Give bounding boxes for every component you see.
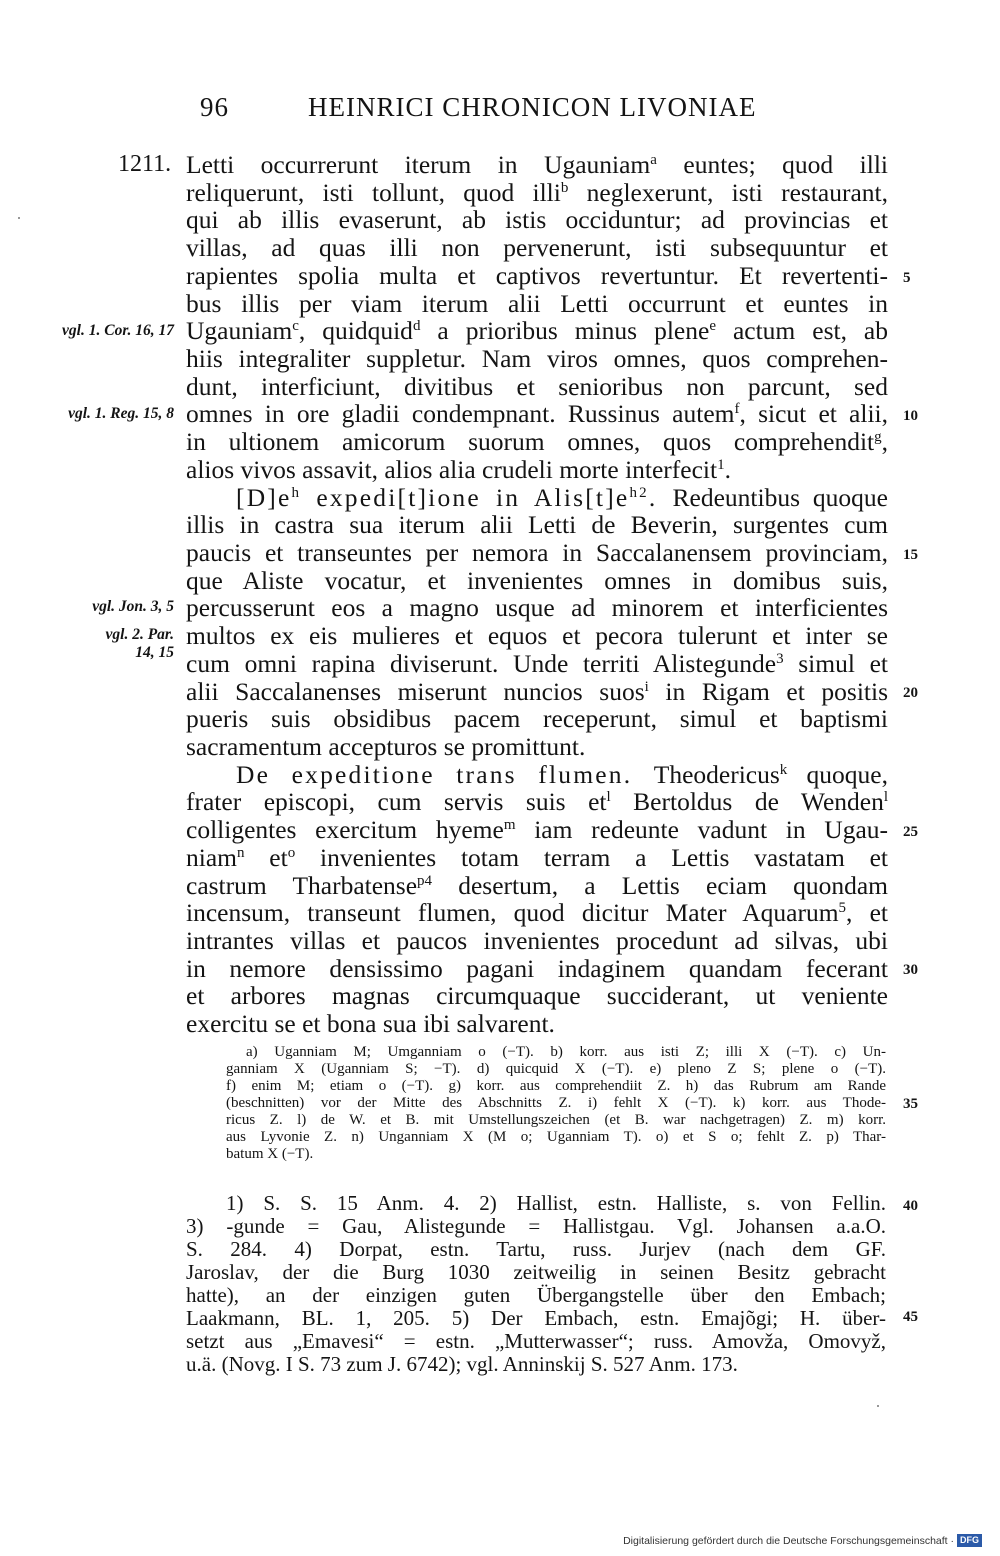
body-line: pueris suis obsidibus pacem receperunt, simul et baptismi — [186, 704, 888, 733]
historical-note: S. 284. 4) Dorpat, estn. Tartu, russ. Jurjev (nach dem GF. — [186, 1237, 886, 1261]
critical-footnote: f) enim M; etiam o (−T). g) korr. aus comprehendiit Z. h) das Rubrum am Rande — [226, 1078, 886, 1094]
body-line: castrum Tharbatense$^{p4}$ desertum, a Lettis eciam quondam — [186, 871, 888, 900]
body-line: alii Saccalanenses miserunt nuncios suos$^i$ in Rigam et positis — [186, 677, 888, 706]
line-number: 15 — [903, 547, 918, 563]
line-number: 20 — [903, 685, 918, 701]
digitization-credit: Digitalisierung gefördert durch die Deutsche Forschungsgemeinschaft · DFG — [623, 1534, 982, 1548]
body-line: reliquerunt, isti tollunt, quod illi$^b$ neglexerunt, isti restaurant, — [186, 178, 888, 207]
body-line: illis in castra sua iterum alii Letti de Beverin, surgentes cum — [186, 510, 888, 539]
margin-ref-par-verse: 14, 15 — [135, 644, 174, 661]
page-number: 96 — [200, 92, 229, 122]
historical-note: u.ä. (Novg. I S. 73 zum J. 6742); vgl. Anninskij S. 527 Anm. 173. — [186, 1352, 738, 1376]
body-line: frater episcopi, cum servis suis $et^l$ Bertoldus de Wenden$^l$ — [186, 787, 889, 816]
body-line: niam$^n$ $et^o$ invenientes totam terram a Lettis vastatam et — [186, 843, 889, 872]
body-line: percusserunt eos a magno usque ad minorem et interficientes — [186, 593, 888, 622]
body-line: sacramentum accepturos se promittunt. — [186, 732, 586, 761]
body-line: Ugauniam$^c$, quidquid$^d$ a prioribus minus plene$^e$ actum est, ab — [186, 316, 888, 345]
line-number: 10 — [903, 408, 918, 424]
line-number: 30 — [903, 962, 918, 978]
body-line: villas, ad quas illi non pervenerunt, isti subsequuntur et — [186, 233, 888, 262]
body-line: paucis et transeuntes per nemora in Saccalanensem provinciam, — [186, 538, 888, 567]
historical-note: Laakmann, BL. 1, 205. 5) Der Embach, estn. Emajõgi; H. über- — [186, 1306, 886, 1330]
body-line: bus illis per viam iterum alii Letti occurrunt et euntes in — [186, 289, 888, 318]
critical-footnote: ganniam X (Uganniam S; −T). d) quicquid X (−T). e) pleno Z S; plene o (−T). — [226, 1061, 886, 1077]
body-line: multos ex eis mulieres et equos et pecora tulerunt et inter se — [186, 621, 888, 650]
historical-note: 3) -gunde = Gau, Alistegunde = Hallistgau. Vgl. Johansen a.a.O. — [186, 1214, 886, 1238]
body-line-rubric-flumen: De expeditione trans flumen. Theodericus$^k$ quoque, — [236, 760, 888, 789]
line-number: 5 — [903, 270, 911, 286]
page-header — [0, 92, 1000, 132]
margin-ref-par: vgl. 2. Par. — [105, 626, 174, 643]
body-line: exercitu se et bona sua ibi salvarent. — [186, 1009, 555, 1038]
line-number: 25 — [903, 824, 918, 840]
historical-note: Jaroslav, der die Burg 1030 zeitweilig in seinen Besitz gebracht — [186, 1260, 886, 1284]
body-line: in nemore densissimo pagani indaginem quandam fecerant — [186, 954, 888, 983]
body-line: omnes in ore gladii condempnant. Russinus autem$^f$, sicut et alii, — [186, 399, 889, 428]
body-line: incensum, transeunt flumen, quod dicitur Mater Aquarum$^5$, et — [186, 898, 888, 927]
scan-speck — [877, 1405, 879, 1407]
line-number: 45 — [903, 1309, 918, 1325]
year-marker: 1211. — [118, 151, 172, 177]
critical-footnote: ricus Z. l) de W. et B. mit Umstellungszeichen (et B. war nachgetragen) Z. m) korr. — [226, 1112, 886, 1128]
body-line: colligentes exercitum hyeme$^m$ iam redeunte vadunt in Ugau- — [186, 815, 889, 844]
line-number: 35 — [903, 1096, 918, 1112]
body-line: in ultionem amicorum suorum omnes, quos comprehendit$^g$, — [186, 427, 888, 456]
body-line: cum omni rapina diviserunt. Unde territi Alistegunde$^3$ simul et — [186, 649, 888, 678]
running-title: HEINRICI CHRONICON LIVONIAE — [308, 92, 757, 122]
margin-ref-jon: vgl. Jon. 3, 5 — [92, 598, 174, 615]
rubric-aliste: $[D]e^h$ expedi[t]ione in $Alis[t]e^{h2}$. — [236, 483, 673, 512]
line-number: 40 — [903, 1198, 918, 1214]
body-line: intrantes villas et paucos invenientes procedunt ad silvas, ubi — [186, 926, 888, 955]
critical-footnote: aus Lyvonie Z. n) Unganniam X (M o; Uganniam T). o) et S o; fehlt Z. p) Thar- — [226, 1129, 886, 1145]
body-line: rapientes spolia multa et captivos revertuntur. Et revertenti- — [186, 261, 888, 290]
historical-note: setzt aus „Emavesi“ = estn. „Mutterwasser“; russ. Amovža, Omovyž, — [186, 1329, 886, 1353]
historical-note: hatte), an der einzigen guten Übergangstelle über den Embach; — [186, 1283, 886, 1307]
critical-footnote: batum X (−T). — [226, 1146, 314, 1162]
body-line: hiis integraliter suppletur. Nam viros omnes, quos comprehen- — [186, 344, 888, 373]
historical-note: 1) S. S. 15 Anm. 4. 2) Hallist, estn. Halliste, s. von Fellin. — [226, 1191, 886, 1215]
critical-footnote: (beschnitten) vor der Mitte des Abschnitts Z. i) fehlt X (−T). k) korr. aus Thode- — [226, 1095, 886, 1111]
body-line: que Aliste vocatur, et invenientes omnes in domibus suis, — [186, 566, 888, 595]
dfg-logo: DFG — [957, 1534, 982, 1547]
scan-speck — [18, 217, 20, 219]
body-line-rubric-aliste: $[D]e^h$ expedi[t]ione in $Alis[t]e^{h2}$. Redeuntibus quoque — [236, 483, 888, 512]
margin-ref-reg: vgl. 1. Reg. 15, 8 — [68, 405, 174, 422]
margin-ref-cor: vgl. 1. Cor. 16, 17 — [62, 322, 174, 339]
body-line: alios vivos assavit, alios alia crudeli morte interfecit$^1$. — [186, 455, 731, 484]
body-line: qui ab illis evaserunt, ab istis occiduntur; ad provincias et — [186, 205, 888, 234]
rubric-trans-flumen: De expeditione trans flumen. — [236, 760, 654, 789]
critical-footnote: a) Uganniam M; Umganniam o (−T). b) korr. aus isti Z; illi X (−T). c) Un- — [246, 1044, 886, 1060]
body-line: Letti occurrerunt iterum in Ugauniam$^a$ euntes; quod illi — [186, 150, 888, 179]
body-line: et arbores magnas circumquaque succiderant, ut veniente — [186, 981, 888, 1010]
body-line: dunt, interficiunt, divitibus et senioribus non parcunt, sed — [186, 372, 888, 401]
